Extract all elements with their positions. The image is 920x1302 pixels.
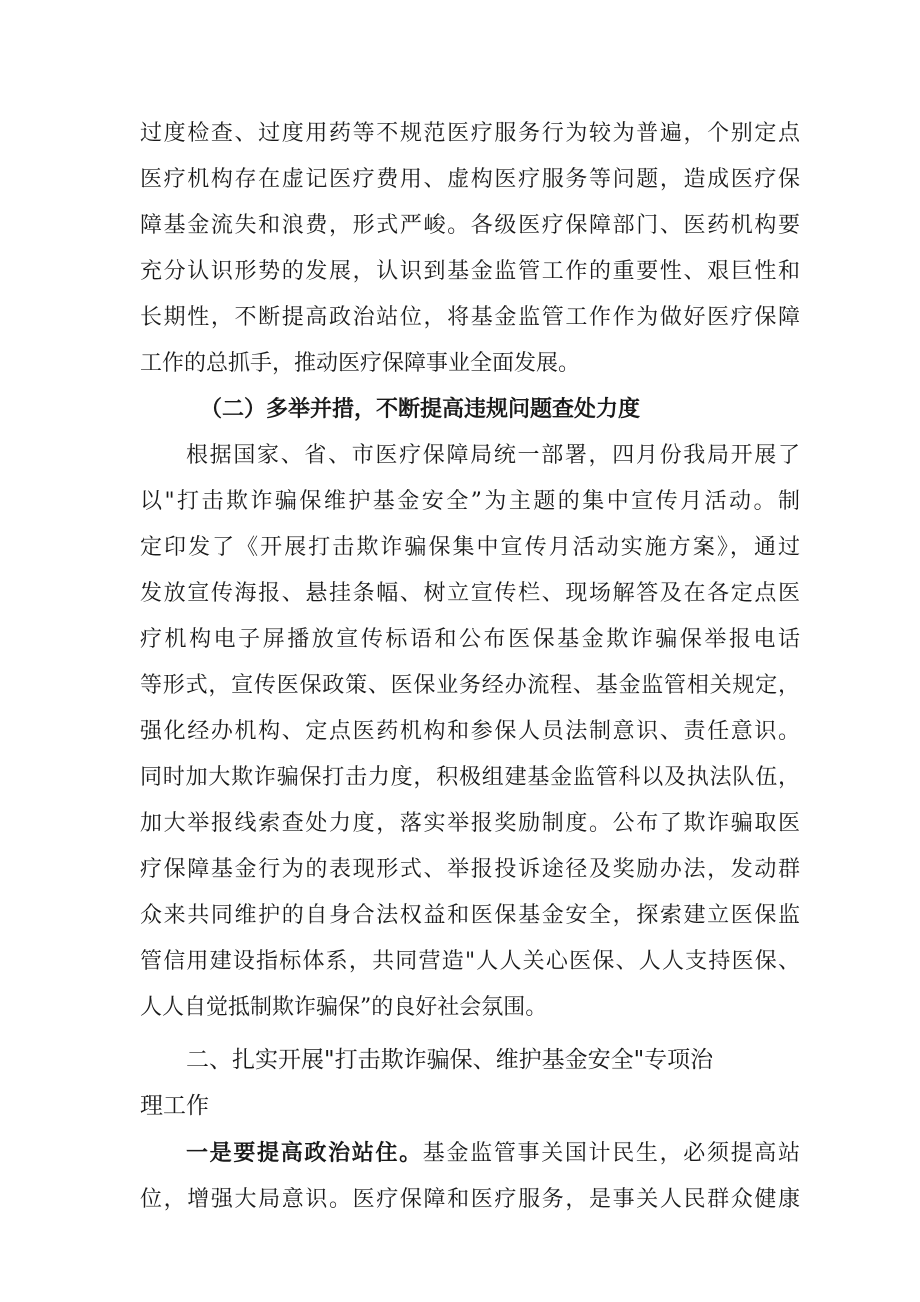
paragraph-line: 根据国家、省、市医疗保障局统一部署，四月份我局开展了	[186, 443, 800, 468]
paragraph-line: 加大举报线索查处力度，落实举报奖励制度。公布了欺诈骗取医	[140, 811, 800, 836]
paragraph-line: 长期性，不断提高政治站位，将基金监管工作作为做好医疗保障	[140, 305, 800, 330]
section-heading-2-cont: 理工作	[140, 1093, 209, 1119]
paragraph-line: 医疗机构存在虚记医疗费用、虚构医疗服务等问题，造成医疗保	[140, 167, 800, 192]
paragraph-line: 过度检查、过度用药等不规范医疗服务行为较为普遍，个别定点	[140, 121, 800, 146]
paragraph-line: 众来共同维护的自身合法权益和医保基金安全，探索建立医保监	[140, 903, 800, 928]
section-heading-2: 二、扎实开展"打击欺诈骗保、维护基金安全"专项治	[186, 1047, 714, 1073]
paragraph-line: 位，增强大局意识。医疗保障和医疗服务，是事关人民群众健康	[140, 1187, 800, 1212]
paragraph-line: 人人自觉抵制欺诈骗保”的良好社会氛围。	[140, 995, 548, 1020]
paragraph-line-lead	[186, 1134, 800, 1174]
paragraph-line: 疗保障基金行为的表现形式、举报投诉途径及奖励办法，发动群	[140, 857, 800, 882]
lead-phrase: 一是要提高政治站住。	[186, 1141, 423, 1166]
paragraph-line: 发放宣传海报、悬挂条幅、树立宣传栏、现场解答及在各定点医	[140, 581, 800, 606]
paragraph-line: 定印发了《开展打击欺诈骗保集中宣传月活动实施方案》，通过	[140, 535, 800, 560]
paragraph-line: 管信用建设指标体系，共同营造"人人关心医保、人人支持医保、	[140, 949, 800, 974]
paragraph-line: 以"打击欺诈骗保维护基金安全”为主题的集中宣传月活动。制	[140, 489, 800, 514]
paragraph-line: 等形式，宣传医保政策、医保业务经办流程、基金监管相关规定，	[140, 673, 800, 698]
paragraph-line: 同时加大欺诈骗保打击力度，积极组建基金监管科以及执法队伍，	[140, 765, 800, 790]
lead-rest: 基金监管事关国计民生，必须提高站	[422, 1141, 800, 1166]
paragraph-line: 充分认识形势的发展，认识到基金监管工作的重要性、艰巨性和	[140, 259, 800, 284]
paragraph-line: 强化经办机构、定点医药机构和参保人员法制意识、责任意识。	[140, 719, 800, 744]
paragraph-line: 障基金流失和浪费，形式严峻。各级医疗保障部门、医药机构要	[140, 213, 800, 238]
subheading-2: （二）多举并措，不断提高违规问题查处力度	[200, 397, 641, 422]
paragraph-line: 工作的总抓手，推动医疗保障事业全面发展。	[140, 351, 581, 376]
paragraph-line: 疗机构电子屏播放宣传标语和公布医保基金欺诈骗保举报电话	[140, 627, 800, 652]
